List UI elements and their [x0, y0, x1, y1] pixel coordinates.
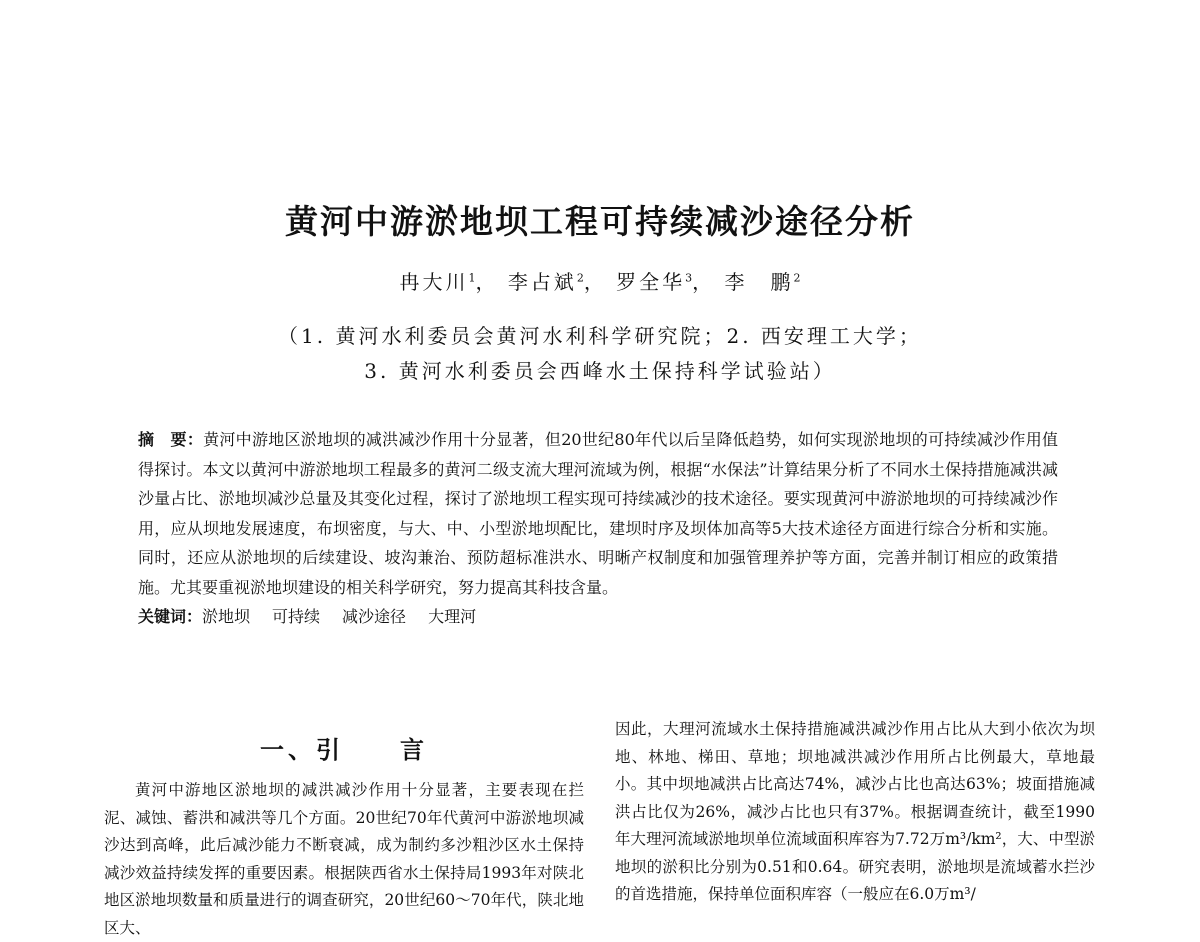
affiliation-line-1: （1. 黄河水利委员会黄河水利科学研究院；2. 西安理工大学；: [278, 324, 922, 348]
keyword: 大理河: [428, 607, 477, 626]
left-column: [104, 730, 584, 942]
keyword: 减沙途径: [342, 607, 407, 626]
right-column-paragraph: 因此，大理河流域水土保持措施减洪减沙作用占比从大到小依次为坝地、林地、梯田、草地；坝地减洪减沙作用所占比例最大，草地最小。其中坝地减洪占比高达74%，减沙占比也高达63%；坡面措施减洪占比仅为26%，减沙占比也只有37%。根据调查统计，截至1990年大理河流域淤地坝单位流域面积库容为7.72万m³/km²，大、中型淤地坝的淤积比分别为0.51和0.64。研究表明，淤地坝是流域蓄水拦沙的首选措施，保持单位面积库容（一般应在6.0万m³/: [615, 720, 1095, 903]
keyword: 可持续: [272, 607, 321, 626]
introduction-paragraph: 黄河中游地区淤地坝的减洪减沙作用十分显著，主要表现在拦泥、减蚀、蓄洪和减洪等几个方面。20世纪70年代黄河中游淤地坝减沙达到高峰，此后减沙能力不断衰减，成为制约多沙粗沙区水土保持减沙效益持续发挥的重要因素。根据陕西省水土保持局1993年对陕北地区淤地坝数量和质量进行的调查研究，20世纪60～70年代，陕北地区大、: [104, 781, 584, 937]
keyword: 淤地坝: [202, 607, 251, 626]
author-name: 李占斌: [507, 270, 577, 294]
keywords-line: [138, 602, 1058, 632]
author-affil-mark: 2: [576, 271, 584, 285]
paper-title: 黄河中游淤地坝工程可持续减沙途径分析: [285, 202, 915, 241]
affiliation-line-2: 3. 黄河水利委员会西峰水土保持科学试验站）: [364, 359, 836, 383]
author-separator: ，: [692, 270, 716, 294]
abstract-block: [138, 425, 1058, 632]
author-name: 罗全华: [616, 270, 686, 294]
abstract-label: 摘 要：: [138, 430, 204, 449]
author-separator: ，: [583, 270, 607, 294]
abstract-paragraph: [138, 425, 1058, 602]
author-list: [0, 266, 1200, 295]
author-affil-mark: 3: [685, 271, 693, 285]
right-column: [615, 716, 1095, 909]
author-affil-mark: 2: [793, 271, 801, 285]
section-heading-introduction: 一、引 言: [260, 736, 428, 764]
abstract-text: 黄河中游地区淤地坝的减洪减沙作用十分显著，但20世纪80年代以后呈降低趋势，如何实现淤地坝的可持续减沙作用值得探讨。本文以黄河中游淤地坝工程最多的黄河二级支流大理河流域为例，根据“水保法”计算结果分析了不同水土保持措施减洪减沙量占比、淤地坝减沙总量及其变化过程，探讨了淤地坝工程实现可持续减沙的技术途径。要实现黄河中游淤地坝的可持续减沙作用，应从坝地发展速度，布坝密度，与大、中、小型淤地坝配比，建坝时序及坝体加高等5大技术途径方面进行综合分析和实施。同时，还应从淤地坝的后续建设、坡沟兼治、预防超标准洪水、明晰产权制度和加强管理养护等方面，完善并制订相应的政策措施。尤其要重视淤地坝建设的相关科学研究，努力提高其科技含量。: [138, 430, 1058, 597]
author-separator: ，: [475, 270, 499, 294]
author-affil-mark: 1: [468, 271, 476, 285]
author-name: 李 鹏: [724, 270, 794, 294]
author-name: 冉大川: [399, 270, 469, 294]
keywords-label: 关键词：: [138, 607, 203, 626]
